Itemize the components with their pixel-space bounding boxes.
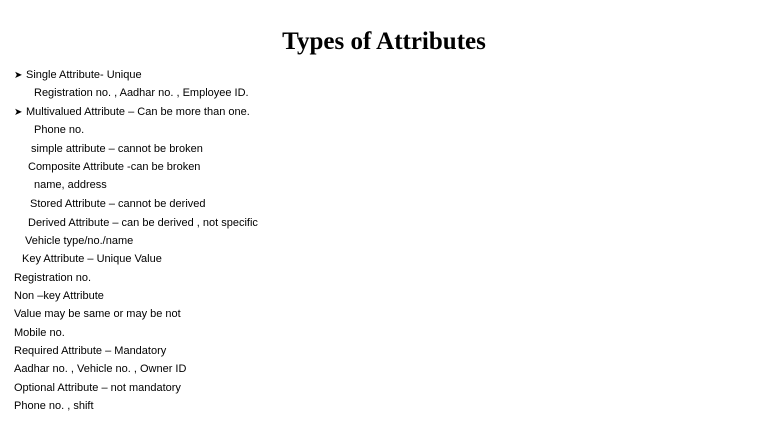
list-item	[14, 360, 186, 378]
list-item-text: Value may be same or may be not	[14, 308, 181, 320]
arrow-bullet-icon: ➤	[14, 107, 23, 118]
list-item-text: Mobile no.	[14, 327, 65, 339]
list-item	[14, 103, 250, 121]
list-item-text: Required Attribute – Mandatory	[14, 345, 167, 357]
list-item	[14, 66, 142, 84]
list-item-text: Stored Attribute – cannot be derived	[30, 198, 206, 210]
list-item-text: Multivalued Attribute – Can be more than one.	[26, 106, 250, 118]
list-item-text: Registration no. , Aadhar no. , Employee ID.	[34, 87, 249, 99]
list-item-text: Derived Attribute – can be derived , not specific	[28, 217, 258, 229]
list-item	[22, 250, 162, 268]
list-item-text: Non –key Attribute	[14, 290, 104, 302]
list-item	[28, 158, 200, 176]
list-item-text: name, address	[34, 179, 107, 191]
list-item	[34, 121, 84, 139]
list-item-text: Composite Attribute -can be broken	[28, 161, 201, 173]
list-item	[34, 84, 249, 102]
list-item-text: simple attribute – cannot be broken	[31, 143, 203, 155]
list-item	[14, 342, 166, 360]
list-item	[31, 140, 203, 158]
list-item-text: Optional Attribute – not mandatory	[14, 382, 181, 394]
list-item	[28, 214, 258, 232]
list-item-text: Single Attribute- Unique	[26, 69, 142, 81]
list-item	[14, 397, 94, 415]
list-item	[14, 305, 181, 323]
list-item	[34, 176, 107, 194]
list-item	[25, 232, 133, 250]
list-item	[30, 195, 206, 213]
list-item	[14, 324, 65, 342]
list-item	[14, 269, 91, 287]
list-item	[14, 287, 104, 305]
arrow-bullet-icon: ➤	[14, 70, 23, 81]
list-item-text: Registration no.	[14, 272, 92, 284]
list-item-text: Aadhar no. , Vehicle no. , Owner ID	[14, 363, 187, 375]
list-item-text: Vehicle type/no./name	[25, 235, 134, 247]
list-item-text: Key Attribute – Unique Value	[22, 253, 162, 265]
list-item-text: Phone no. , shift	[14, 400, 94, 412]
list-item-text: Phone no.	[34, 124, 85, 136]
list-item	[14, 379, 181, 397]
slide-title: Types of Attributes	[282, 28, 486, 55]
